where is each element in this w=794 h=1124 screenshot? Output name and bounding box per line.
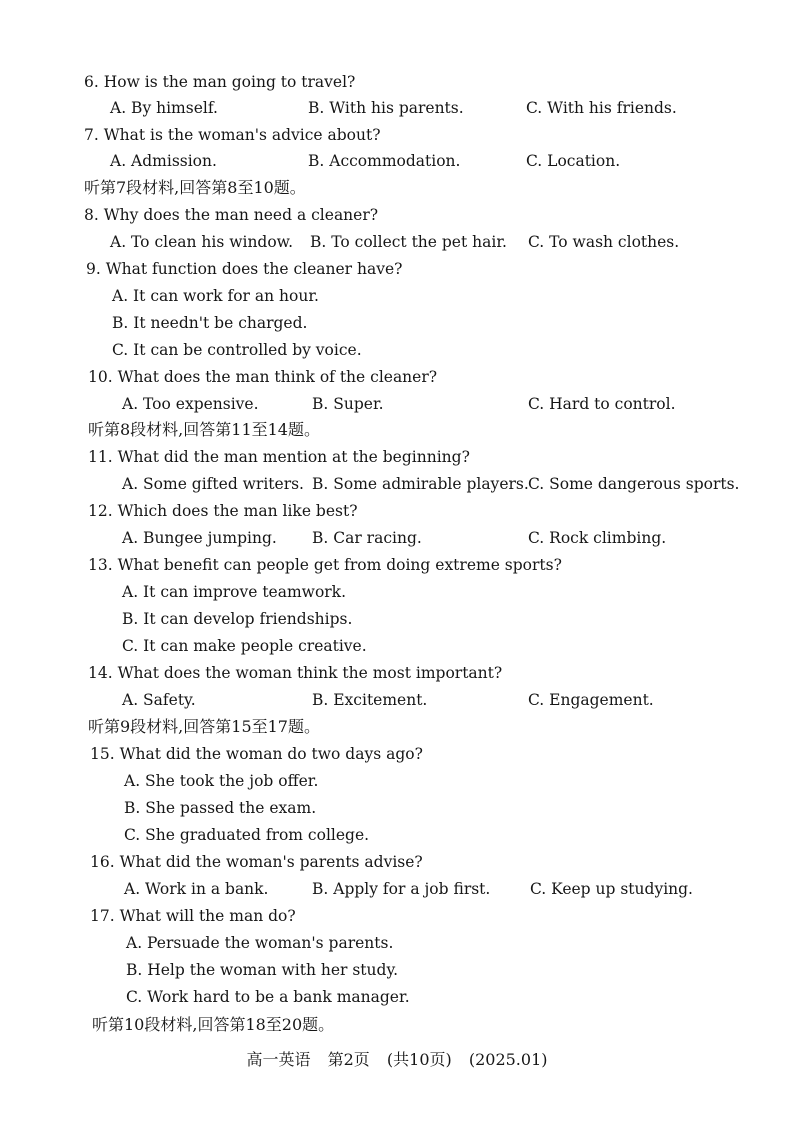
question-8-options bbox=[0, 231, 794, 253]
question-16-options bbox=[0, 878, 794, 900]
option-c: C. She graduated from college. bbox=[124, 826, 370, 844]
option-a: A. Too expensive. bbox=[122, 395, 259, 413]
question-8-stem: 8. Why does the man need a cleaner? bbox=[84, 206, 379, 224]
question-13-stem: 13. What benefit can people get from doing extreme sports? bbox=[88, 556, 562, 574]
question-10-options bbox=[0, 393, 794, 415]
option-c: C. Location. bbox=[526, 152, 621, 170]
option-c: C. Work hard to be a bank manager. bbox=[126, 988, 410, 1006]
option-a: A. Work in a bank. bbox=[124, 880, 269, 898]
option-b: B. Some admirable players. bbox=[312, 475, 529, 493]
page-footer bbox=[0, 1049, 794, 1071]
section-10-instruction: 听第10段材料,回答第18至20题。 bbox=[92, 1015, 335, 1034]
option-b: B. With his parents. bbox=[308, 99, 464, 117]
option-b: B. She passed the exam. bbox=[124, 799, 317, 817]
option-b: B. It can develop friendships. bbox=[122, 610, 353, 628]
option-b: B. Apply for a job first. bbox=[312, 880, 491, 898]
option-a: A. It can improve teamwork. bbox=[122, 583, 347, 601]
question-6-stem: 6. How is the man going to travel? bbox=[84, 73, 356, 91]
option-a: A. It can work for an hour. bbox=[112, 287, 319, 305]
section-7-instruction: 听第7段材料,回答第8至10题。 bbox=[84, 178, 306, 197]
section-9-instruction: 听第9段材料,回答第15至17题。 bbox=[88, 717, 320, 736]
question-11-stem: 11. What did the man mention at the beginning? bbox=[88, 448, 470, 466]
option-a: A. To clean his window. bbox=[110, 233, 294, 251]
question-14-stem: 14. What does the woman think the most important? bbox=[88, 664, 503, 682]
option-b: B. Excitement. bbox=[312, 691, 428, 709]
question-7-options bbox=[0, 150, 794, 172]
footer-page-number: 第2页 bbox=[327, 1050, 370, 1069]
option-c: C. Rock climbing. bbox=[528, 529, 667, 547]
option-c: C. Some dangerous sports. bbox=[528, 475, 740, 493]
option-c: C. To wash clothes. bbox=[528, 233, 680, 251]
option-c: C. Hard to control. bbox=[528, 395, 676, 413]
option-a: A. She took the job offer. bbox=[124, 772, 319, 790]
option-a: A. Admission. bbox=[110, 152, 217, 170]
option-c: C. With his friends. bbox=[526, 99, 677, 117]
question-11-options bbox=[0, 473, 794, 495]
question-12-options bbox=[0, 527, 794, 549]
option-a: A. By himself. bbox=[110, 99, 218, 117]
question-16-stem: 16. What did the woman's parents advise? bbox=[90, 853, 423, 871]
question-6-options bbox=[0, 97, 794, 119]
footer-date: (2025.01) bbox=[468, 1050, 548, 1069]
option-c: C. It can make people creative. bbox=[122, 637, 367, 655]
option-c: C. Engagement. bbox=[528, 691, 654, 709]
footer-subject: 高一英语 bbox=[246, 1050, 311, 1069]
footer-total-pages: (共10页) bbox=[386, 1050, 452, 1069]
option-a: A. Persuade the woman's parents. bbox=[126, 934, 394, 952]
option-a: A. Safety. bbox=[122, 691, 196, 709]
question-14-options bbox=[0, 689, 794, 711]
option-b: B. Car racing. bbox=[312, 529, 422, 547]
option-c: C. Keep up studying. bbox=[530, 880, 693, 898]
option-a: A. Some gifted writers. bbox=[122, 475, 304, 493]
option-b: B. To collect the pet hair. bbox=[310, 233, 507, 251]
question-9-stem: 9. What function does the cleaner have? bbox=[86, 260, 403, 278]
question-17-stem: 17. What will the man do? bbox=[90, 907, 296, 925]
question-15-stem: 15. What did the woman do two days ago? bbox=[90, 745, 423, 763]
option-b: B. Super. bbox=[312, 395, 384, 413]
option-c: C. It can be controlled by voice. bbox=[112, 341, 362, 359]
question-12-stem: 12. Which does the man like best? bbox=[88, 502, 358, 520]
question-7-stem: 7. What is the woman's advice about? bbox=[84, 126, 381, 144]
option-b: B. It needn't be charged. bbox=[112, 314, 308, 332]
option-b: B. Accommodation. bbox=[308, 152, 461, 170]
option-b: B. Help the woman with her study. bbox=[126, 961, 399, 979]
option-a: A. Bungee jumping. bbox=[122, 529, 277, 547]
question-10-stem: 10. What does the man think of the cleaner? bbox=[88, 368, 438, 386]
section-8-instruction: 听第8段材料,回答第11至14题。 bbox=[88, 420, 320, 439]
